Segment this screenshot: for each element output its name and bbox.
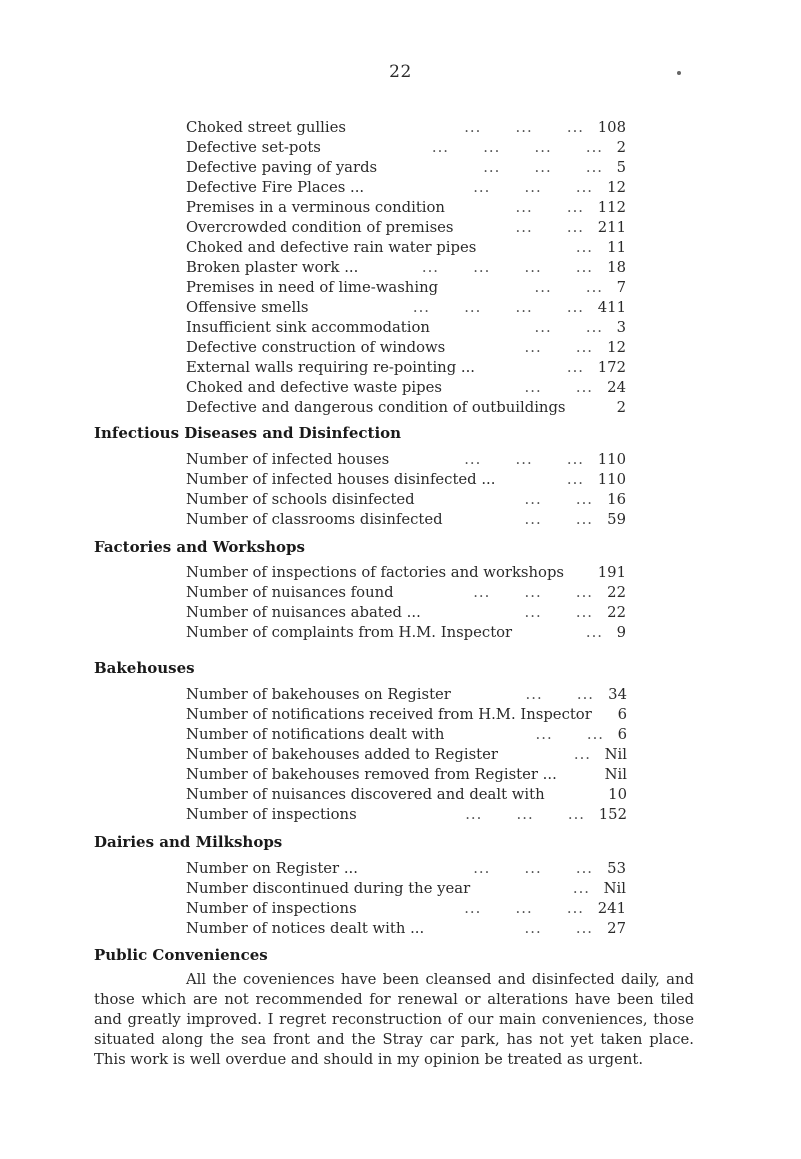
row-label: Number on Register ... xyxy=(186,860,358,877)
table-row xyxy=(186,919,626,939)
leader-dots: ... ... xyxy=(524,491,593,508)
dairies-milkshops-list xyxy=(186,859,626,939)
row-value: Nil xyxy=(604,766,627,783)
row-label: Number of bakehouses removed from Register ... xyxy=(186,766,557,783)
table-row xyxy=(186,178,626,198)
table-row xyxy=(186,218,626,238)
leader-dots: ... ... xyxy=(524,604,593,621)
leader-dots: ... ... ... xyxy=(473,860,593,877)
table-row xyxy=(186,745,627,765)
row-label: Number of notifications dealt with xyxy=(186,726,445,743)
table-row xyxy=(186,278,626,298)
leader-dots: ... ... xyxy=(525,686,594,703)
factories-workshops-list xyxy=(186,563,626,643)
public-conveniences-paragraph: All the coveniences have been cleansed and disinfected daily, and those which are not recommended for renewal or alterations have been tiled and greatly improved. I regret reconstruction of our main conveniences, those situated along the sea front and the Stray car park, has not yet taken place. This work is well overdue and should in my opinion be treated as urgent. xyxy=(94,971,694,1068)
row-value: 108 xyxy=(597,119,626,136)
table-row xyxy=(186,785,627,805)
row-label: Number of inspections xyxy=(186,900,357,917)
row-value: 10 xyxy=(608,786,627,803)
row-value: 27 xyxy=(607,920,626,937)
table-row xyxy=(186,378,626,398)
row-label: Number of infected houses disinfected ... xyxy=(186,471,496,488)
row-label: Number of inspections xyxy=(186,806,357,823)
table-row xyxy=(186,879,626,899)
table-row xyxy=(186,238,626,258)
row-value: 7 xyxy=(616,279,626,296)
table-row xyxy=(186,298,626,318)
table-row xyxy=(186,563,626,583)
table-row xyxy=(186,899,626,919)
table-row xyxy=(186,318,626,338)
page-number: 22 xyxy=(389,62,412,82)
section-heading-infectious-diseases: Infectious Diseases and Disinfection xyxy=(94,424,402,442)
leader-dots: ... ... ... xyxy=(464,119,584,136)
table-row xyxy=(186,623,626,643)
row-label: Overcrowded condition of premises xyxy=(186,219,454,236)
section-heading-bakehouses: Bakehouses xyxy=(94,659,195,677)
row-label: Defective set-pots xyxy=(186,139,321,156)
row-label: Number of classrooms disinfected xyxy=(186,511,443,528)
leader-dots: ... ... xyxy=(515,219,584,236)
table-row xyxy=(186,510,626,530)
row-value: 12 xyxy=(607,179,626,196)
row-value: 6 xyxy=(617,726,627,743)
leader-dots: ... ... xyxy=(524,920,593,937)
row-value: 191 xyxy=(597,564,626,581)
table-row xyxy=(186,603,626,623)
section-heading-public-conveniences: Public Conveniences xyxy=(94,946,268,964)
leader-dots: ... ... xyxy=(524,511,593,528)
row-label: Number of notifications received from H.M. Inspector xyxy=(186,706,592,723)
row-value: 112 xyxy=(597,199,626,216)
table-row xyxy=(186,338,626,358)
leader-dots: ... xyxy=(566,359,584,376)
row-label: Broken plaster work ... xyxy=(186,259,359,276)
row-label: Number of complaints from H.M. Inspector xyxy=(186,624,513,641)
leader-dots: ... ... xyxy=(524,339,593,356)
row-label: Premises in need of lime-washing xyxy=(186,279,439,296)
row-label: Choked and defective rain water pipes xyxy=(186,239,477,256)
leader-dots: ... ... ... xyxy=(464,451,584,468)
section-heading-dairies-milkshops: Dairies and Milkshops xyxy=(94,833,283,851)
table-row xyxy=(186,705,627,725)
table-row xyxy=(186,490,626,510)
row-value: Nil xyxy=(603,880,626,897)
row-value: 6 xyxy=(617,706,627,723)
row-value: 152 xyxy=(598,806,627,823)
print-speck xyxy=(677,71,681,75)
row-value: 2 xyxy=(616,399,626,416)
row-value: 110 xyxy=(597,451,626,468)
table-row xyxy=(186,118,626,138)
leader-dots: ... xyxy=(572,880,590,897)
row-label: Number of inspections of factories and workshops xyxy=(186,564,565,581)
row-label: External walls requiring re-pointing ... xyxy=(186,359,476,376)
table-row xyxy=(186,258,626,278)
row-value: 110 xyxy=(597,471,626,488)
row-value: 16 xyxy=(607,491,626,508)
row-label: Number of bakehouses added to Register xyxy=(186,746,498,763)
row-label: Choked street gullies xyxy=(186,119,346,136)
row-value: 241 xyxy=(597,900,626,917)
leader-dots: ... xyxy=(575,239,593,256)
table-row xyxy=(186,450,626,470)
table-row xyxy=(186,725,627,745)
row-label: Number of nuisances discovered and dealt with xyxy=(186,786,545,803)
row-label: Number of nuisances found xyxy=(186,584,394,601)
table-row xyxy=(186,859,626,879)
table-row xyxy=(186,358,626,378)
table-row xyxy=(186,198,626,218)
row-label: Defective construction of windows xyxy=(186,339,446,356)
table-row xyxy=(186,470,626,490)
row-value: 59 xyxy=(607,511,626,528)
table-row xyxy=(186,765,627,785)
table-row xyxy=(186,398,626,418)
table-row xyxy=(186,138,626,158)
leader-dots: ... ... ... ... xyxy=(431,139,603,156)
leader-dots: ... ... xyxy=(534,319,603,336)
row-label: Number of bakehouses on Register xyxy=(186,686,451,703)
row-value: 172 xyxy=(597,359,626,376)
row-value: 12 xyxy=(607,339,626,356)
row-value: Nil xyxy=(604,746,627,763)
leader-dots: ... ... xyxy=(535,726,604,743)
leader-dots: ... ... xyxy=(515,199,584,216)
row-value: 11 xyxy=(607,239,626,256)
leader-dots: ... ... ... xyxy=(464,900,584,917)
table-row xyxy=(186,805,627,825)
row-label: Insufficient sink accommodation xyxy=(186,319,430,336)
row-label: Premises in a verminous condition xyxy=(186,199,445,216)
table-row xyxy=(186,583,626,603)
section-heading-factories-workshops: Factories and Workshops xyxy=(94,538,305,556)
row-label: Offensive smells xyxy=(186,299,309,316)
leader-dots: ... ... xyxy=(524,379,593,396)
row-label: Number of infected houses xyxy=(186,451,390,468)
row-label: Defective Fire Places ... xyxy=(186,179,365,196)
row-label: Number discontinued during the year xyxy=(186,880,471,897)
leader-dots: ... ... xyxy=(534,279,603,296)
leader-dots: ... xyxy=(573,746,591,763)
row-value: 9 xyxy=(616,624,626,641)
leader-dots: ... ... ... xyxy=(473,179,593,196)
row-value: 22 xyxy=(607,604,626,621)
row-value: 24 xyxy=(607,379,626,396)
row-value: 22 xyxy=(607,584,626,601)
sanitary-defects-list xyxy=(186,118,626,418)
leader-dots: ... ... ... xyxy=(483,159,603,176)
leader-dots: ... ... ... ... xyxy=(421,259,593,276)
row-value: 53 xyxy=(607,860,626,877)
leader-dots: ... xyxy=(566,471,584,488)
table-row xyxy=(186,158,626,178)
row-label: Number of notices dealt with ... xyxy=(186,920,425,937)
row-value: 411 xyxy=(597,299,626,316)
row-label: Defective and dangerous condition of outbuildings xyxy=(186,399,566,416)
row-value: 2 xyxy=(616,139,626,156)
leader-dots: ... ... ... xyxy=(465,806,585,823)
row-value: 5 xyxy=(616,159,626,176)
row-label: Defective paving of yards xyxy=(186,159,378,176)
row-label: Number of nuisances abated ... xyxy=(186,604,421,621)
leader-dots: ... ... ... ... xyxy=(412,299,584,316)
leader-dots: ... xyxy=(585,624,603,641)
row-value: 3 xyxy=(616,319,626,336)
leader-dots: ... ... ... xyxy=(473,584,593,601)
table-row xyxy=(186,685,627,705)
row-value: 211 xyxy=(597,219,626,236)
row-label: Number of schools disinfected xyxy=(186,491,415,508)
infectious-diseases-list xyxy=(186,450,626,530)
row-value: 34 xyxy=(608,686,627,703)
row-label: Choked and defective waste pipes xyxy=(186,379,442,396)
bakehouses-list xyxy=(186,685,627,825)
row-value: 18 xyxy=(607,259,626,276)
